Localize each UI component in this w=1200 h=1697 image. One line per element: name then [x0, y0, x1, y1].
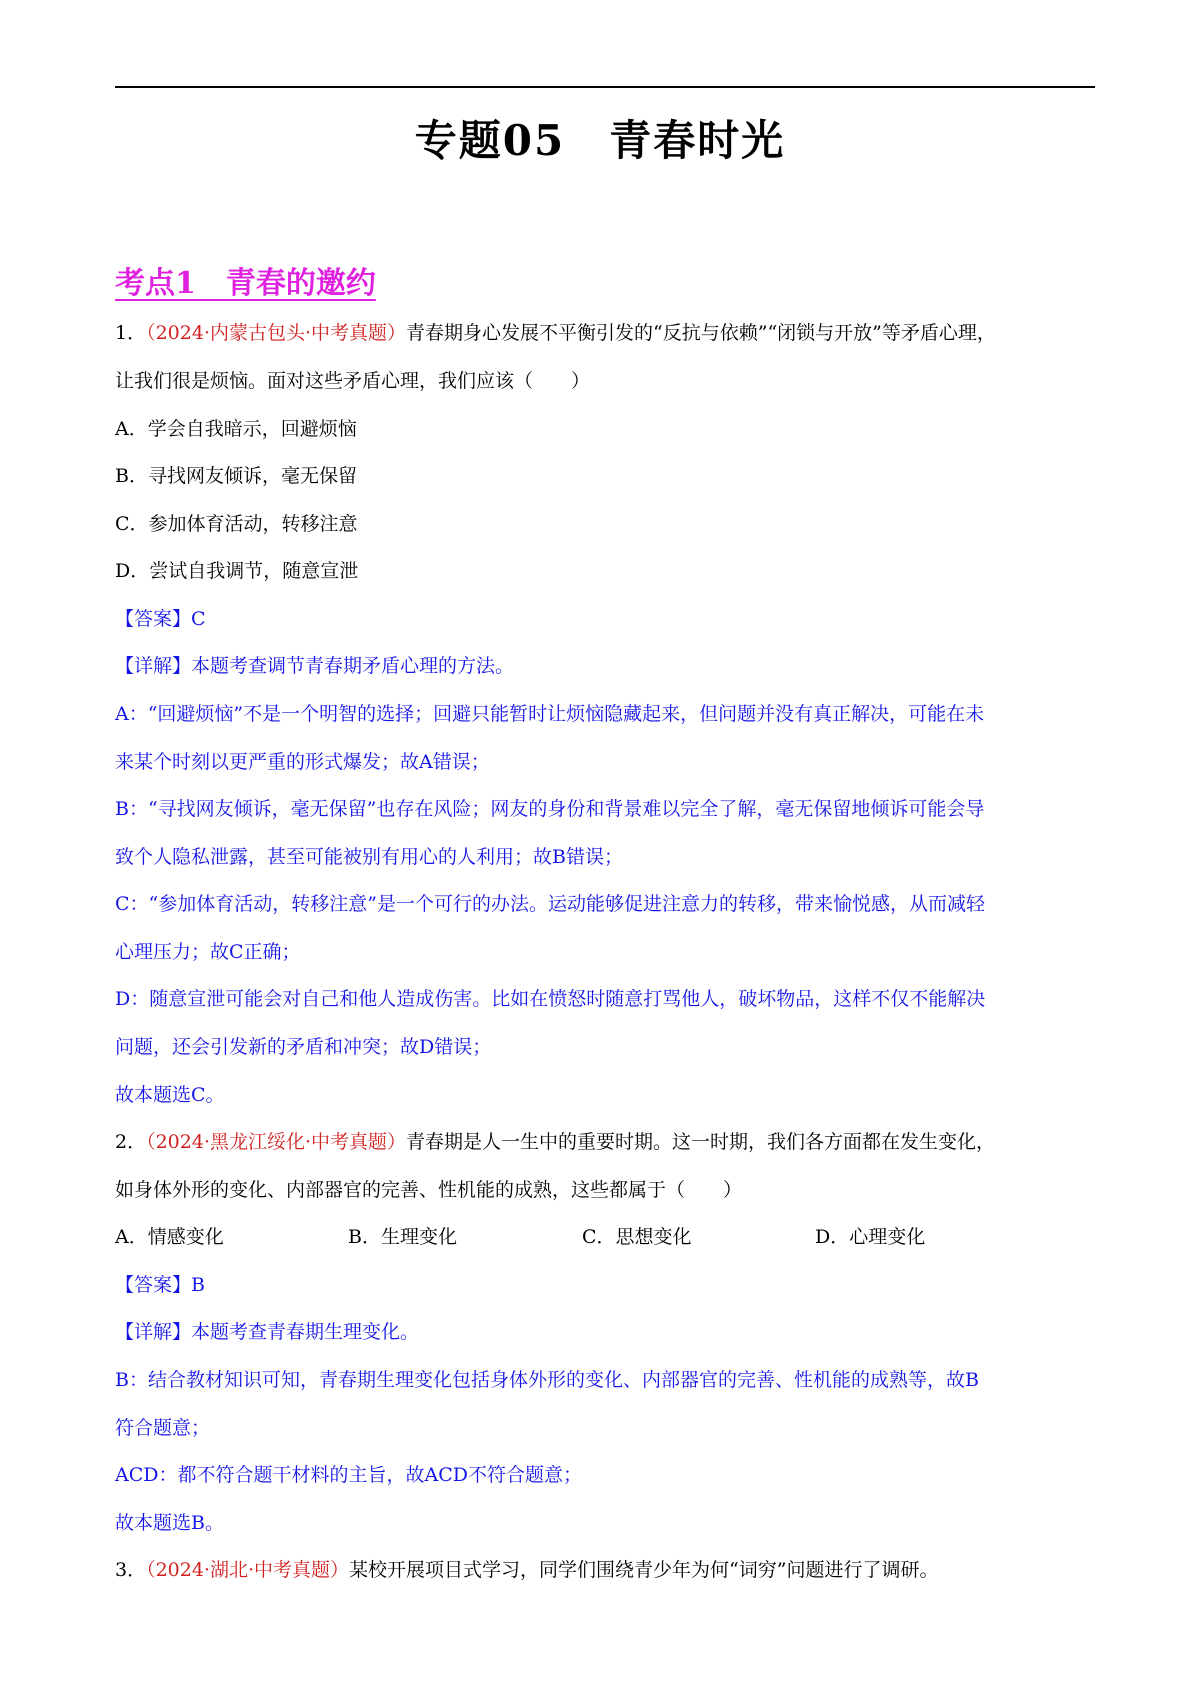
page-title: 专题05 青春时光 — [414, 116, 786, 165]
q1-answer: 【答案】C — [115, 608, 206, 630]
q2-stem-line1 — [115, 1129, 1100, 1155]
q1-stem-text1: 青春期身心发展不平衡引发的“反抗与依赖”“闭锁与开放”等矛盾心理， — [406, 322, 996, 344]
q1-option-b: B．寻找网友倾诉，毫无保留 — [115, 465, 357, 487]
q1-number: 1． — [115, 322, 147, 344]
q2-stem-text1: 青春期是人一生中的重要时期。这一时期，我们各方面都在发生变化， — [406, 1131, 996, 1153]
q1-option-a: A．学会自我暗示，回避烦恼 — [115, 418, 357, 440]
q1-exp-line: 心理压力；故C正确； — [115, 941, 301, 963]
q1-option-c: C．参加体育活动，转移注意 — [115, 513, 358, 535]
q1-option-d: D．尝试自我调节，随意宣泄 — [115, 560, 359, 582]
q2-conclusion: 故本题选B。 — [115, 1512, 224, 1534]
q2-option-c: C．思想变化 — [582, 1226, 692, 1248]
q2-option-b: B．生理变化 — [348, 1226, 457, 1248]
q2-option-d: D．心理变化 — [815, 1226, 926, 1248]
q1-exp-line: C：“参加体育活动，转移注意”是一个可行的办法。运动能够促进注意力的转移，带来愉悦感，从而减轻 — [115, 893, 985, 915]
q1-stem-line2: 让我们很是烦恼。面对这些矛盾心理，我们应该（ ） — [115, 370, 591, 392]
q1-exp-line: B：“寻找网友倾诉，毫无保留”也存在风险；网友的身份和背景难以完全了解，毫无保留地倾诉可能会导 — [115, 798, 985, 820]
q2-source: （2024·黑龙江绥化·中考真题） — [146, 1131, 407, 1153]
q3-stem-line1 — [115, 1557, 1100, 1583]
q2-exp-line: 符合题意； — [115, 1417, 211, 1439]
q3-number: 3． — [115, 1559, 147, 1581]
q2-exp-line: B：结合教材知识可知，青春期生理变化包括身体外形的变化、内部器官的完善、性机能的成熟等，故B — [115, 1369, 979, 1391]
q1-exp-line: D：随意宣泄可能会对自己和他人造成伤害。比如在愤怒时随意打骂他人，破坏物品，这样不仅不能解决 — [115, 988, 986, 1010]
q2-exp-line: ACD：都不符合题干材料的主旨，故ACD不符合题意； — [115, 1464, 582, 1486]
q1-source: （2024·内蒙古包头·中考真题） — [146, 322, 407, 344]
q1-exp-line: 来某个时刻以更严重的形式爆发；故A错误； — [115, 751, 490, 773]
q2-stem-line2: 如身体外形的变化、内部器官的完善、性机能的成熟，这些都属于（ ） — [115, 1179, 743, 1201]
q1-stem-line1 — [115, 320, 1100, 346]
q1-conclusion: 故本题选C。 — [115, 1084, 225, 1106]
top-rule — [115, 86, 1095, 88]
q3-source: （2024·湖北·中考真题） — [146, 1559, 350, 1581]
q2-answer: 【答案】B — [115, 1274, 205, 1296]
q1-exp-line: 问题，还会引发新的矛盾和冲突；故D错误； — [115, 1036, 492, 1058]
q1-exp-line: 致个人隐私泄露，甚至可能被别有用心的人利用；故B错误； — [115, 846, 623, 868]
q3-stem-text1: 某校开展项目式学习，同学们围绕青少年为何“词穷”问题进行了调研。 — [349, 1559, 939, 1581]
q2-option-a: A．情感变化 — [115, 1226, 224, 1248]
q1-exp-line: A：“回避烦恼”不是一个明智的选择；回避只能暂时让烦恼隐藏起来，但问题并没有真正解决，可能在未 — [115, 703, 985, 725]
q2-number: 2． — [115, 1131, 147, 1153]
q1-detail: 【详解】本题考查调节青春期矛盾心理的方法。 — [115, 655, 515, 677]
section-heading: 考点1 青春的邀约 — [115, 266, 376, 301]
q2-detail: 【详解】本题考查青春期生理变化。 — [115, 1321, 420, 1343]
